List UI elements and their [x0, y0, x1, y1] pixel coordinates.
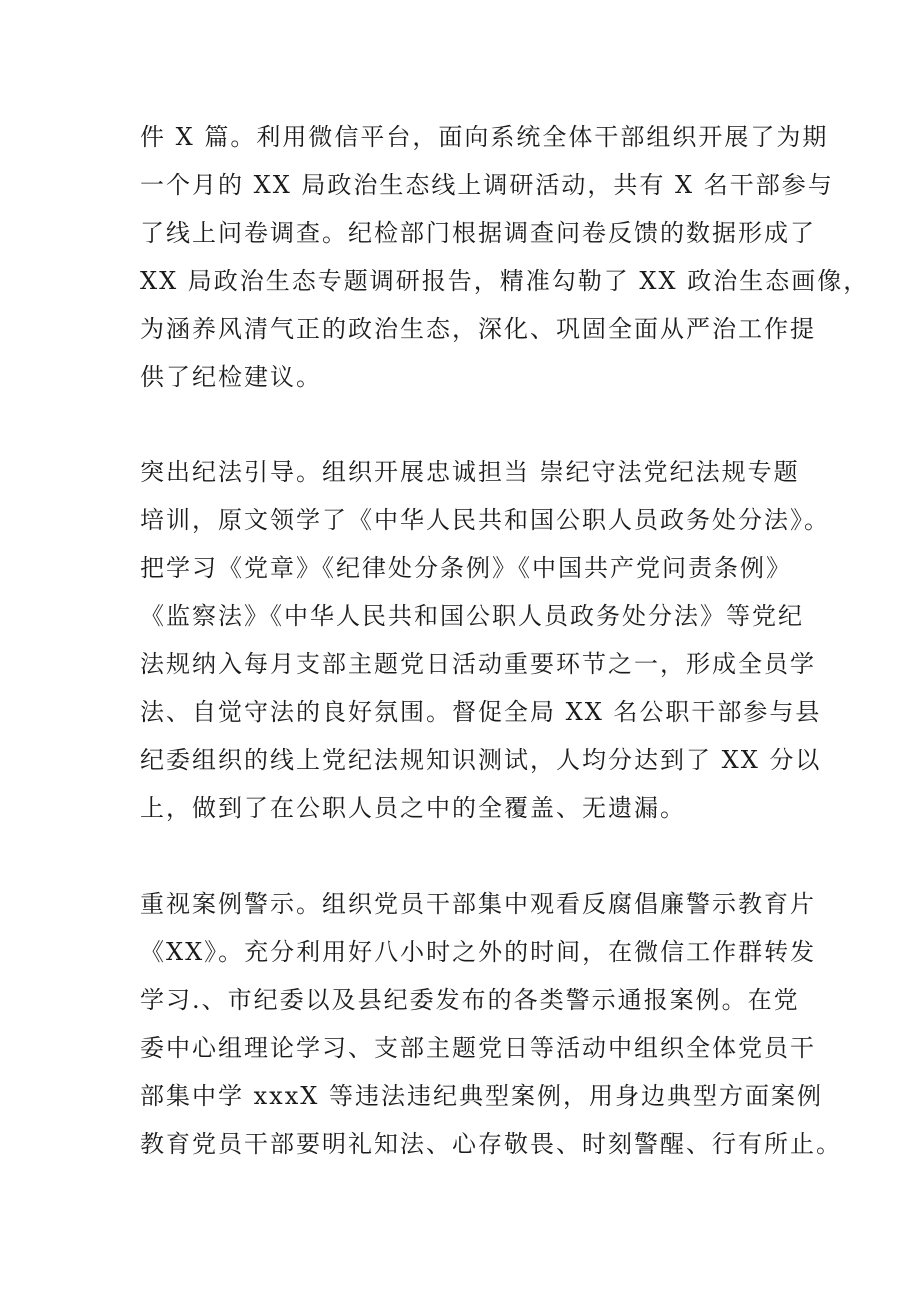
text-line: 把学习《党章》《纪律处分条例》《中国共产党问责条例》 [140, 554, 792, 582]
text-line: 件 X 篇。利用微信平台，面向系统全体干部组织开展了为期 [140, 123, 829, 151]
paragraph-survey [140, 113, 870, 401]
text-line: 供了纪检建议。 [140, 363, 322, 391]
text-line: 培训，原文领学了《中华人民共和国公职人员政务处分法》。 [140, 506, 830, 534]
text-line: 委中心组理论学习、支部主题党日等活动中组织全体党员干 [140, 1034, 816, 1062]
text-line: 教育党员干部要明礼知法、心存敬畏、时刻警醒、行有所止。 [140, 1130, 842, 1158]
paragraph-law-guidance [140, 448, 830, 832]
text-line: 了线上问卷调查。纪检部门根据调查问卷反馈的数据形成了 [140, 219, 816, 247]
text-line: 《监察法》《中华人民共和国公职人员政务处分法》等党纪 [140, 602, 804, 630]
text-line: 为涵养风清气正的政治生态，深化、巩固全面从严治工作提 [140, 315, 816, 343]
text-line: 一个月的 XX 局政治生态线上调研活动，共有 X 名干部参与 [140, 171, 834, 199]
text-line: 纪委组织的线上党纪法规知识测试，人均分达到了 XX 分以 [140, 746, 822, 774]
paragraph-case-warning [140, 880, 842, 1168]
text-line: 上，做到了在公职人员之中的全覆盖、无遗漏。 [140, 794, 686, 822]
text-line: XX 局政治生态专题调研报告，精准勾勒了 XX 政治生态画像， [140, 267, 870, 295]
text-line: 《XX》。充分利用好八小时之外的时间，在微信工作群转发 [140, 938, 817, 966]
text-line: 突出纪法引导。组织开展忠诚担当 崇纪守法党纪法规专题 [140, 458, 800, 486]
text-line: 重视案例警示。组织党员干部集中观看反腐倡廉警示教育片 [140, 890, 816, 918]
text-line: 法规纳入每月支部主题党日活动重要环节之一，形成全员学 [140, 650, 816, 678]
text-line: 部集中学 xxxX 等违法违纪典型案例，用身边典型方面案例 [140, 1082, 823, 1110]
text-line: 法、自觉守法的良好氛围。督促全局 XX 名公职干部参与县 [140, 698, 822, 726]
text-line: 学习.、市纪委以及县纪委发布的各类警示通报案例。在党 [140, 986, 800, 1014]
